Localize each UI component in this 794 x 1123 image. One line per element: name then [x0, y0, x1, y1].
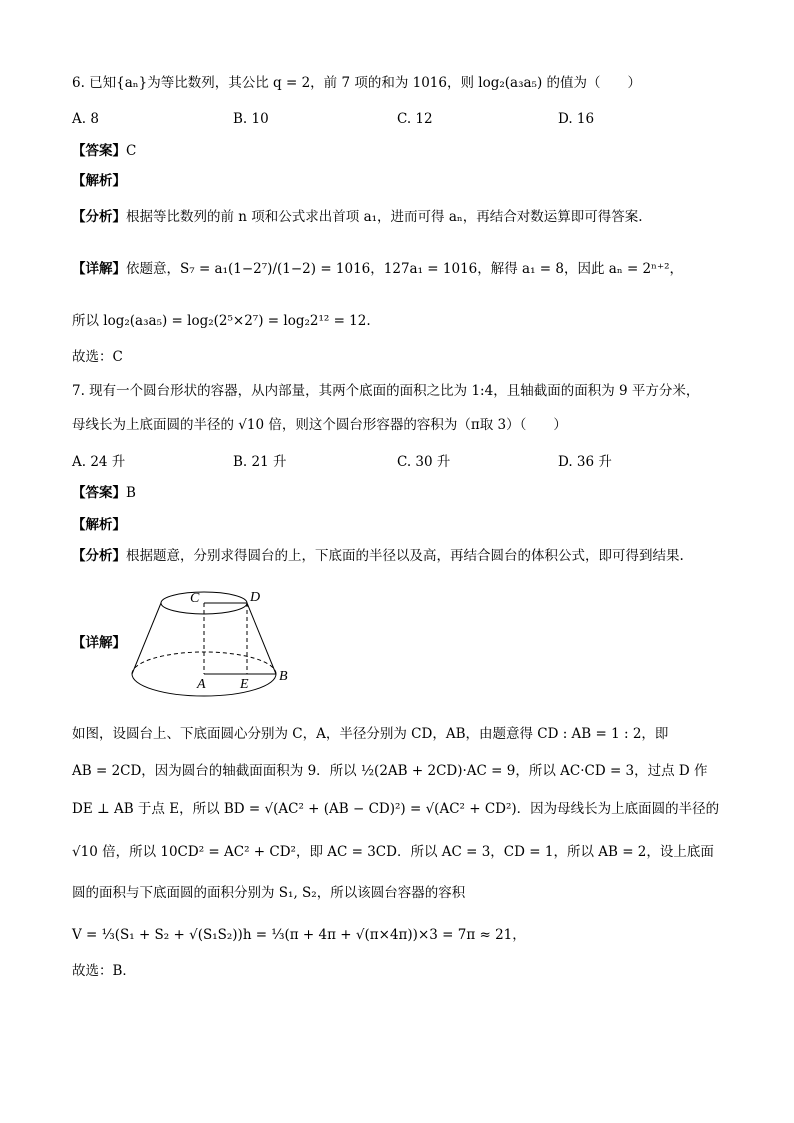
fenxi-tag: 【分析】 [72, 209, 126, 225]
left-generator [132, 603, 161, 674]
q6-analysis-tag: 【解析】 [72, 173, 126, 189]
q7-choose: 故选：B． [72, 963, 136, 979]
label-e: E [240, 677, 249, 692]
q7-detail-p3: DE ⊥ AB 于点 E，所以 BD = √(AC² + (AB − CD)²) = √(AC² + CD²)．因为母线长为上底面圆的半径的 [72, 801, 720, 817]
label-a: A [197, 677, 206, 692]
fenxi-tag: 【分析】 [72, 548, 126, 564]
q7-detail-tag: 【详解】 [72, 635, 126, 651]
answer-tag: 【答案】 [72, 143, 126, 159]
fenxi-text: 根据等比数列的前 n 项和公式求出首项 a₁，进而可得 aₙ，再结合对数运算即可得答案. [126, 209, 643, 225]
answer-value: C [126, 143, 137, 159]
answer-tag: 【答案】 [72, 485, 126, 501]
q7-detail-p2: AB = 2CD，因为圆台的轴截面面积为 9．所以 ½(2AB + 2CD)·AC = 9，所以 AC·CD = 3，过点 D 作 [72, 763, 708, 779]
q7-analysis-tag: 【解析】 [72, 517, 126, 533]
q7-stem-line2: 母线长为上底面圆的半径的 √10 倍，则这个圆台形容器的容积为（π取 3）（ ） [72, 417, 567, 433]
q7-detail-p4: √10 倍，所以 10CD² = AC² + CD²，即 AC = 3CD．所以 AC = 3，CD = 1，所以 AB = 2，设上底面 [72, 844, 714, 860]
detail-text: 依题意，S₇ = a₁(1−2⁷)/(1−2) = 1016，127a₁ = 1016，解得 a₁ = 8，因此 aₙ = 2ⁿ⁺²， [126, 261, 684, 277]
q7-stem-line1: 7. 现有一个圆台形状的容器，从内部量，其两个底面的面积之比为 1:4，且轴截面的面积为 9 平方分米， [72, 383, 700, 399]
q6-stem: 6. 已知{aₙ}为等比数列，其公比 q = 2，前 7 项的和为 1016，则 log₂(a₃a₅) 的值为（ ） [72, 75, 642, 91]
q6-choose: 故选：C [72, 349, 123, 365]
q6-option-c: C. 12 [397, 111, 433, 127]
q7-option-a: A. 24 升 [72, 454, 126, 470]
q7-option-b: B. 21 升 [233, 454, 287, 470]
q7-detail-p1: 如图，设圆台上、下底面圆心分别为 C，A，半径分别为 CD，AB，由题意得 CD : AB = 1 : 2，即 [72, 726, 669, 742]
detail-tag: 【详解】 [72, 261, 126, 277]
q6-option-d: D. 16 [558, 111, 595, 127]
q6-fenxi-line [72, 208, 643, 226]
label-c: C [190, 591, 200, 606]
q6-detail-line1 [72, 260, 683, 278]
q6-answer-line [72, 142, 136, 160]
q6-option-a: A. 8 [72, 111, 99, 127]
q7-fenxi-line [72, 547, 684, 565]
label-b: B [279, 669, 288, 684]
fenxi-text: 根据题意，分别求得圆台的上，下底面的半径以及高，再结合圆台的体积公式，即可得到结果. [126, 548, 684, 564]
answer-value: B [126, 485, 136, 501]
q7-detail-p5: 圆的面积与下底面圆的面积分别为 S₁, S₂，所以该圆台容器的容积 [72, 885, 466, 901]
q6-detail-line2: 所以 log₂(a₃a₅) = log₂(2⁵×2⁷) = log₂2¹² = 12. [72, 313, 371, 329]
q6-option-b: B. 10 [233, 111, 269, 127]
right-generator [247, 603, 276, 674]
q7-answer-line [72, 484, 136, 502]
q7-detail-p6: V = ⅓(S₁ + S₂ + √(S₁S₂))h = ⅓(π + 4π + √(π×4π))×3 = 7π ≈ 21， [72, 927, 526, 943]
q7-option-d: D. 36 升 [558, 454, 612, 470]
label-d: D [250, 590, 261, 605]
q7-option-c: C. 30 升 [397, 454, 451, 470]
frustum-figure [124, 584, 294, 704]
